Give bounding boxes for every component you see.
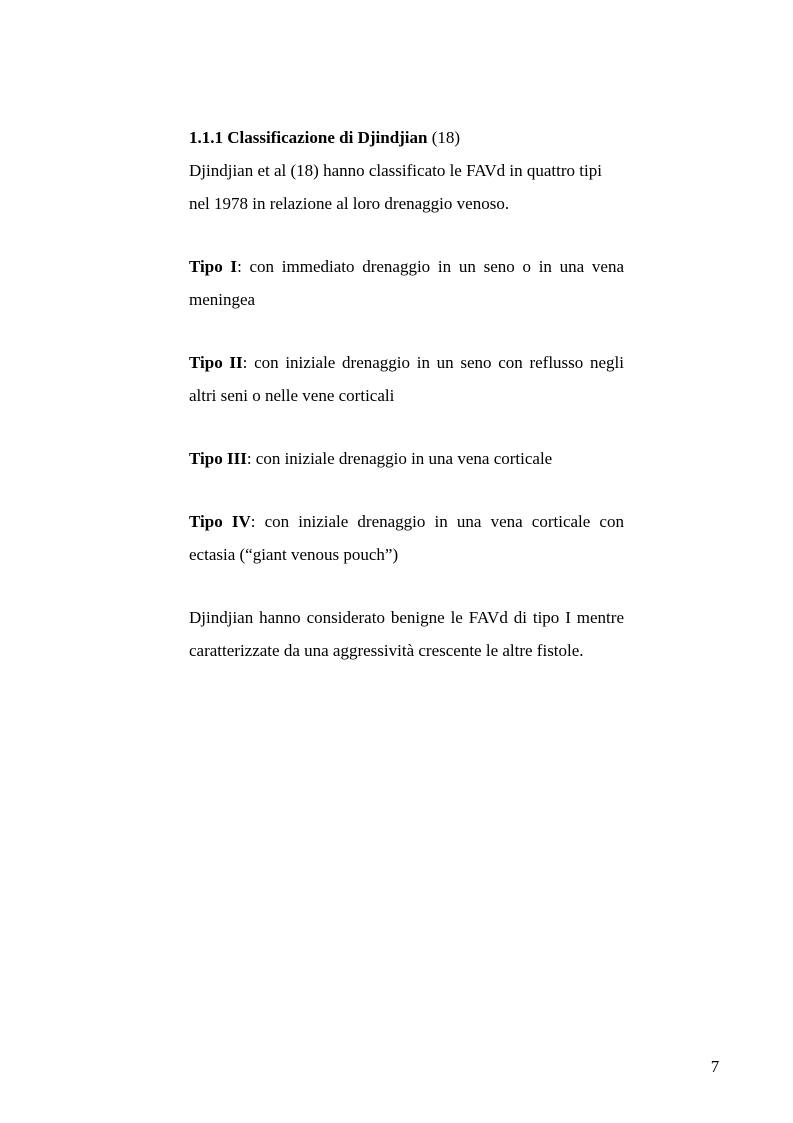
paragraph-gap	[189, 412, 624, 442]
document-body	[189, 121, 624, 667]
section-heading	[189, 121, 624, 154]
page-number: 7	[710, 1057, 720, 1076]
type-2-term: Tipo II	[189, 353, 243, 372]
section-title: 1.1.1 Classificazione di Djindjian	[189, 128, 428, 147]
type-4-paragraph	[189, 505, 624, 571]
section-reference: (18)	[427, 128, 461, 147]
paragraph-gap	[189, 220, 624, 250]
type-3-paragraph	[189, 442, 624, 475]
paragraph-gap	[189, 571, 624, 601]
type-4-term: Tipo IV	[189, 512, 251, 531]
paragraph-gap	[189, 475, 624, 505]
type-1-description: : con immediato drenaggio in un seno o in una vena meningea	[189, 257, 625, 309]
type-1-term: Tipo I	[189, 257, 238, 276]
type-1-paragraph	[189, 250, 624, 316]
type-4-description: : con iniziale drenaggio in una vena corticale con ectasia (“giant venous pouch”)	[189, 512, 624, 564]
intro-paragraph: Djindjian et al (18) hanno classificato le FAVd in quattro tipi nel 1978 in relazione al loro drenaggio venoso.	[189, 161, 602, 213]
conclusion-paragraph: Djindjian hanno considerato benigne le FAVd di tipo I mentre caratterizzate da una aggressività crescente le altre fistole.	[189, 608, 624, 660]
type-2-description: : con iniziale drenaggio in un seno con reflusso negli altri seni o nelle vene corticali	[189, 353, 624, 405]
type-3-description: : con iniziale drenaggio in una vena corticale	[246, 449, 553, 468]
type-2-paragraph	[189, 346, 624, 412]
type-3-term: Tipo III	[189, 449, 247, 468]
paragraph-gap	[189, 316, 624, 346]
